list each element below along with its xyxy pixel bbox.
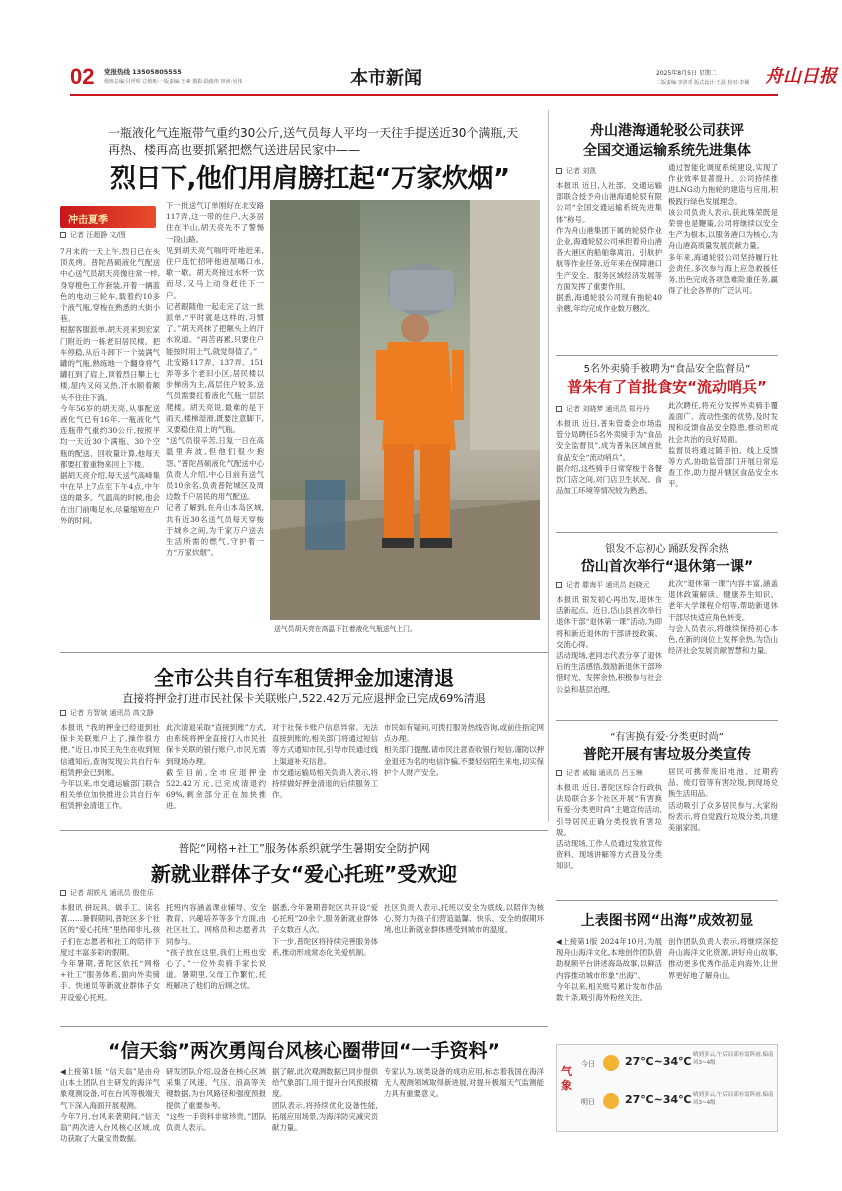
byline-marker-icon	[556, 770, 562, 776]
book-col2: 创作团队负责人表示,将继续深挖舟山海洋文化资源,讲好舟山故事,推动更多优秀作品走向海外,让世界更好地了解舟山。	[668, 937, 778, 980]
xxw-col4: 专家认为,该类设备的成功应用,标志着我国在海洋无人观测领域取得新进展,对提升极端天气监测能力具有重要意义。	[384, 1067, 544, 1099]
weather-today-desc: 晴到多云,午后局部有雷阵雨,偏南风3~4级	[693, 1052, 774, 1066]
port-byline	[556, 166, 656, 176]
xxw-headline: “信天翁”两次勇闯台风核心圈带回“一手资料”	[108, 1040, 500, 1062]
military-byline-text: 记者 滕海平 通讯员 赵晓元	[566, 581, 650, 589]
garbage-top-rule	[556, 720, 778, 721]
wangge-kicker: 普陀“网格+社工”服务体系织就学生暑期安全防护网	[178, 842, 430, 855]
port-byline-text: 记者 刘凯	[566, 167, 597, 175]
page-number: 02	[70, 64, 95, 89]
photo-illustration	[270, 200, 540, 620]
port-col1: 本报讯 近日,人社部、交通运输部联合授予舟山港海通轮驳有限公司“全国交通运输系统先进集体”称号。 作为舟山港集团下属的轮驳作业企业,海通轮驳公司承担着舟山港各大港区的船舶靠离泊、引航护航等作业任务,近年来在保障港口生产安全、服务区域经济发展等方面发挥了重要作用。 据悉,海通轮驳公司现有拖轮40余艘,年均完成作业数万艘次。	[556, 181, 662, 314]
bike-col3: 对于社保卡账户信息异常、无法直接到账的,相关部门将通过短信等方式通知市民,引导市民通过线上渠道补充信息。 市交通运输局相关负责人表示,将持续做好押金清退的后续服务工作。	[272, 723, 378, 800]
garbage-headline: 普陀开展有害垃圾分类宣传	[583, 747, 751, 763]
lead-byline-text: 记者 汪超静 文/图	[70, 231, 126, 239]
wangge-byline	[60, 888, 200, 898]
garbage-col1: 本报讯 近日,普陀区综合行政执法局联合多个社区开展“有害换有爱·分类更时尚”主题宣传活动,引导居民正确分类投放有害垃圾。 活动现场,工作人员通过发放宣传资料、现场讲解等方式普及分类知识。	[556, 783, 662, 871]
wangge-col1: 本报讯 拼玩具、做手工、读名著……暑假期间,普陀区多个社区的“爱心托班”里热闹非凡,孩子们在志愿者和社工的陪伴下度过丰富多彩的假期。 今年暑期,普陀区依托“网格+社工”服务体系,面向外卖骑手、快递员等新就业群体子女开设爱心托班。	[60, 903, 160, 1002]
sun-cloud-icon	[603, 1093, 619, 1109]
lead-headline: 烈日下,他们用肩膀扛起“万家炊烟”	[110, 164, 510, 194]
food-col1: 本报讯 近日,普朱管委会市场监管分局聘任5名外卖骑手为“食品安全监督员”,成为普朱区域首批食品安全“流动哨兵”。 据介绍,这些骑手日常穿梭于各餐饮门店之间,对门店卫生状况、食品加工环境等情况较为熟悉。	[556, 419, 662, 496]
book-col1: ◀上接第1版 2024年10月,为展现舟山海洋文化,本地创作团队借助视频平台讲述海岛故事,以鲜活内容推动城市形象“出海”。 今年以来,相关账号累计发布作品数十条,吸引海外粉丝关注。	[556, 937, 662, 1003]
byline-marker-icon	[60, 890, 66, 896]
header-rule	[70, 94, 778, 96]
hotline-number: 13505805555	[132, 68, 182, 76]
bike-byline-text: 记者 方智斌 通讯员 高文静	[70, 709, 154, 717]
bike-byline	[60, 708, 200, 718]
weather-box	[556, 1044, 778, 1132]
weather-tomorrow-desc: 晴到多云,午后局部有雷阵雨,偏南风3~4级	[693, 1092, 774, 1106]
editors-line: 值班总编:吕世卯 总值班:一版责编:王素 摄影:陆俊伟 审读:吴伟	[104, 79, 243, 85]
bike-col4: 市民如有疑问,可拨打服务热线咨询,或前往指定网点办理。 相关部门提醒,请市民注意查收银行短信,谨防以押金退还为名的电信诈骗,不要轻信陌生来电,切实保护个人财产安全。	[384, 723, 544, 777]
byline-marker-icon	[556, 582, 562, 588]
weather-today-temp: 27℃~34℃	[625, 1055, 692, 1068]
lead-photo	[270, 200, 540, 620]
bike-col2: 此次清退采取“直接到账”方式,由系统将押金直接打入市民社保卡关联的银行账户,市民无需到现场办理。 截至目前,全市应退押金522.42万元,已完成清退约69%,剩余部分正在加快推进。	[166, 723, 266, 811]
wangge-col2: 托班内容涵盖课业辅导、安全教育、兴趣培养等多个方面,由社区社工、网格员和志愿者共同参与。 “孩子放在这里,我们上班也安心了。”一位外卖骑手家长说道。暑期里,父母工作繁忙,托班解决了他们的后顾之忧。	[166, 903, 266, 991]
food-byline	[556, 404, 676, 414]
food-headline: 普朱有了首批食安“流动哨兵”	[567, 378, 767, 396]
mid-divider	[548, 532, 549, 822]
food-col2: 此次聘任,将充分发挥外卖骑手覆盖面广、流动性强的优势,及时发现和反馈食品安全隐患,推动形成社会共治的良好局面。 监督员将通过随手拍、线上反馈等方式,协助监管部门开展日常巡查工作,助力提升辖区食品安全水平。	[668, 401, 778, 489]
editors-right: 二版责编:李清青 版式设计:王晨 校对:李佩	[656, 80, 750, 86]
weather-today-label: 今日	[581, 1060, 595, 1068]
weather-tomorrow-row	[581, 1091, 692, 1121]
wangge-col4: 社区负责人表示,托班以安全为底线,以陪伴为核心,努力为孩子们营造温馨、快乐、安全的假期环境,也让新就业群体感受到城市的温度。	[384, 903, 544, 935]
book-headline: 上表图书网“出海”成效初显	[580, 913, 754, 929]
garbage-col2: 居民可携带废旧电池、过期药品、废灯管等有害垃圾,到现场兑换生活用品。 活动吸引了众多居民参与,大家纷纷表示,将自觉践行垃圾分类,共建美丽家园。	[668, 767, 778, 833]
wangge-headline: 新就业群体子女“爱心托班”受欢迎	[150, 862, 458, 886]
date-text: 2025年8月5日 星期二	[656, 70, 717, 77]
military-headline: 岱山首次举行“退休第一课”	[580, 559, 754, 575]
port-headline-2: 全国交通运输系统先进集体	[583, 143, 751, 159]
lead-byline	[60, 230, 180, 240]
weather-tomorrow-temp: 27℃~34℃	[625, 1093, 692, 1106]
military-col2: 此次“退休第一课”内容丰富,涵盖退休政策解读、健康养生知识、老年大学课程介绍等,帮助新退休干部尽快适应角色转变。 与会人员表示,将继续保持初心本色,在新的岗位上发挥余热,为岱山经济社会发展贡献智慧和力量。	[668, 579, 778, 656]
military-top-rule	[556, 532, 778, 533]
byline-marker-icon	[60, 232, 66, 238]
xxw-col3: 据了解,此次观测数据已同步提供给气象部门,用于提升台风预报精度。 团队表示,将持续优化设备性能,拓展应用场景,为海洋防灾减灾贡献力量。	[272, 1067, 378, 1133]
lead-badge-text: 冲击夏季	[68, 215, 108, 226]
wangge-col3: 据悉,今年暑期普陀区共开设“爱心托班”20余个,服务新就业群体子女数百人次。 下一步,普陀区将持续完善服务体系,推动形成常态化关爱机制。	[272, 903, 378, 957]
garbage-byline-text: 记者 戚翰 通讯员 吕玉琳	[566, 769, 643, 777]
hotline	[104, 67, 182, 76]
port-col2: 通过智能化调度系统建设,实现了作业效率显著提升。公司持续推进LNG动力拖轮的建造与应用,积极践行绿色发展理念。 该公司负责人表示,获此殊荣既是荣誉也是鞭策,公司将继续以安全生产为根本,以服务港口为核心,为舟山港高质量发展贡献力量。 多年来,海通轮驳公司坚持履行社会责任,多次参与海上应急救援任务,出色完成各项急难险重任务,赢得了社会各界的广泛认可。	[668, 163, 778, 296]
sun-cloud-icon	[603, 1055, 619, 1071]
byline-marker-icon	[556, 406, 562, 412]
bike-headline: 全市公共自行车租赁押金加速清退	[154, 666, 454, 690]
lead-col1: 7月末的一天上午,烈日已在头顶炙烤。普陀昌硕液化气配送中心送气员胡天亮像往常一样,身穿橙色工作套装,开着一辆蓝色的电动三轮车,载着约10多个液气瓶,穿梭在熟悉的大街小巷。 根据客服派单,胡天亮来到宏家门附近的一栋老旧居民楼。把车停稳,从后斗卸下一个装满气罐的气瓶,熟练地一个翻身将气罐扛到了肩上,顶着烈日攀上七楼,屋内又闷又热,汗水顺着额头不住往下淌。 今年56岁的胡天亮,从事配送液化气已有16年,一瓶液化气连瓶带气重约30公斤,按照平均一天近30个满瓶、30个空瓶的配送、回收量计算,他每天都要扛着重物来回上下楼。 据胡天亮介绍,每天送气高峰集中在早上7点至下午4点,中午送的最多。气温高的时候,他会在出门前喝足水,尽量缩短在户外的时间。	[60, 247, 160, 525]
lead-badge	[60, 206, 156, 228]
food-byline-text: 记者 刘晓梦 通讯员 郑丹丹	[566, 405, 650, 413]
garbage-kicker: “有害换有爱·分类更时尚”	[610, 732, 724, 743]
military-kicker: 银发不忘初心 踊跃发挥余热	[605, 544, 729, 555]
bike-top-rule	[60, 652, 548, 653]
byline-marker-icon	[60, 710, 66, 716]
weather-label: 气象	[561, 1065, 572, 1092]
byline-marker-icon	[556, 168, 562, 174]
page-header	[60, 64, 837, 92]
xxw-col1: ◀上接第1版 “信天翁”是由舟山本土团队自主研发的海洋气象观测设备,可在台风等极端天气下深入海面开展观测。 今年7月,台风来袭期间,“信天翁”两次进入台风核心区域,成功获取了大量宝贵数据。	[60, 1067, 160, 1144]
lead-photo-caption: 送气员胡天亮在高温下扛着液化气瓶送气上门。	[274, 625, 417, 633]
xxw-col2: 研发团队介绍,设备在核心区域采集了风速、气压、浪高等关键数据,为台风路径和强度预报提供了重要参考。 “这些一手资料非常珍贵。”团队负责人表示。	[166, 1067, 266, 1133]
weather-today-row	[581, 1053, 692, 1083]
wangge-byline-text: 记者 胡轶凡 通讯员 殷佳乐	[70, 889, 154, 897]
military-col1: 本报讯 银发初心再出发,退休生活新起点。近日,岱山县首次举行退休干部“退休第一课”活动,为即将和新近退休的干部讲授政策、交流心得。 活动现场,老同志代表分享了退休后的生活感悟,鼓励新退休干部珍惜时光、发挥余热,积极参与社会公益和基层治理。	[556, 595, 662, 694]
section-title: 本市新闻	[350, 68, 422, 89]
lead-col2: 下一批送气订单刚好在北安路117弄,这一带的住户,大多居住在半山,胡天亮先不了警惕一段山路。 见到胡天亮气喘吁吁地赶来,住户连忙招呼他进屋喝口水,歇一歇。胡天亮接过水杯一饮而尽,又马上动身赶往下一户。 记者跟随他一起走完了这一批派单,“平时就是这样的,习惯了。”胡天亮抹了把额头上的汗水说道。“再苦再累,只要住户能按时用上气,就觉得值了。” 北安路117弄、137弄、151弄等多个老旧小区,居民楼以步梯房为主,高层住户较多,送气员需要扛着液化气瓶一层层爬楼。胡天亮说,最难的是下雨天,楼梯湿滑,既要注意脚下,又要稳住肩上的气瓶。 “送气员很辛苦,日复一日在高温里奔波,但他们很少抱怨。”普陀昌硕液化气配送中心负责人介绍,中心目前有送气员10余名,负责普陀城区及周边数千户居民的用气配送。 记者了解到,在舟山本岛区域,共有近30名送气员每天穿梭于城乡之间,为千家万户送去生活所需的燃气,守护着一方“万家炊烟”。	[166, 201, 264, 558]
port-headline-1: 舟山港海通轮驳公司获评	[590, 123, 744, 139]
food-kicker: 5名外卖骑手被聘为“食品安全监督员”	[583, 364, 751, 375]
port-rule	[556, 355, 778, 356]
book-top-rule	[556, 900, 778, 901]
lead-kicker: 一瓶液化气连瓶带气重约30公斤,送气员每人平均一天往手提送近30个满瓶,天再热、楼再高也要抓紧把燃气送进居民家中——	[108, 126, 519, 157]
weather-tomorrow-label: 明日	[581, 1098, 595, 1106]
masthead-logo: 舟山日报	[765, 66, 837, 87]
hotline-label: 党报热线	[104, 68, 130, 76]
bike-subheadline: 直接将押金打进市民社保卡关联账户,522.42万元应退押金已完成69%清退	[122, 692, 486, 705]
xxw-top-rule	[60, 1026, 548, 1027]
wangge-top-rule	[60, 830, 548, 831]
bike-col1: 本报讯 “我的押金已经退到社保卡关联账户上了,操作很方便。”近日,市民王先生在收到短信通知后,查询发现公共自行车租赁押金已到账。 今年以来,市交通运输部门联合相关单位加快推进公共自行车租赁押金清退工作。	[60, 723, 160, 811]
